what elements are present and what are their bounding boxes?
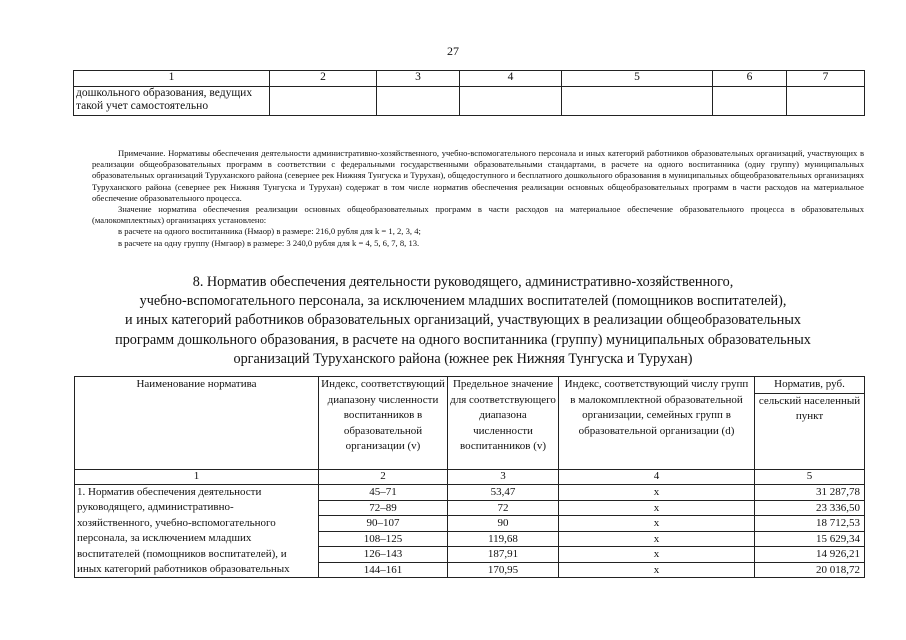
index-d-cell: х [559, 547, 755, 563]
col-number: 5 [562, 71, 713, 87]
range-cell: 72–89 [319, 500, 448, 516]
row-name-line: такой учет самостоятельно [76, 100, 209, 112]
index-d-cell: х [559, 485, 755, 501]
norm-name-line: руководящего, административно- [75, 500, 319, 516]
heading-line: организаций Туруханского района (южнее рек Нижняя Тунгуска и Турухан) [233, 350, 693, 367]
range-cell: 45–71 [319, 485, 448, 501]
empty-cell [377, 87, 460, 116]
heading-line: программ дошкольного образования, в расчете на одного воспитанника (группу) муниципальных образовательных [115, 331, 811, 348]
note-paragraph: Примечание. Нормативы обеспечения деятельности административно-хозяйственного, учебно-вспомогательного персонала и иных категорий работников образовательных организаций, участвующих в реализации общеобразовательных программ в соответствии с федеральными государственными образовательными стандартами, в расчете на одного воспитанника (одну группу) муниципальных образовательных организаций Туруханского района (севернее рек Нижняя Тунгуска и Турухан), общедоступного и бесплатного дошкольного образования в муниципальных общеобразовательных организациях Туруханского района (севернее рек Нижняя Тунгуска и Турухан) содержат в том числе норматив обеспечения реализации основных общеобразовательных программ в части расходов на материальное обеспечение образовательного процесса. [92, 148, 864, 203]
row-name-cell [74, 87, 270, 116]
norm-value-cell: 15 629,34 [755, 531, 865, 547]
limit-cell: 90 [448, 516, 559, 532]
col-number: 4 [559, 470, 755, 485]
norm-name-line: 1. Норматив обеспечения деятельности [75, 485, 319, 501]
index-d-cell: х [559, 562, 755, 578]
col-number: 4 [460, 71, 562, 87]
header-index-v: Индекс, соответствующий диапазону численности воспитанников в образовательной организации (v) [319, 377, 448, 470]
empty-cell [787, 87, 865, 116]
heading-line: 8. Норматив обеспечения деятельности руководящего, административно-хозяйственного, [192, 274, 734, 290]
norm-name-line: воспитателей (помощников воспитателей), и [75, 547, 319, 563]
norm-value-cell: 23 336,50 [755, 500, 865, 516]
range-cell: 144–161 [319, 562, 448, 578]
col-number: 7 [787, 71, 865, 87]
table-row [75, 531, 865, 547]
limit-cell: 72 [448, 500, 559, 516]
norm-table [74, 376, 865, 578]
table-row [75, 547, 865, 563]
norm-name-line: иных категорий работников образовательных [75, 562, 319, 578]
col-number: 3 [448, 470, 559, 485]
header-row [75, 377, 865, 470]
table-row [75, 516, 865, 532]
heading-line: и иных категорий работников образовательных организаций, участвующих в реализации общеобразовательных [124, 312, 801, 329]
index-d-cell: х [559, 531, 755, 547]
index-d-cell: х [559, 516, 755, 532]
note-paragraph: Значение норматива обеспечения реализации основных общеобразовательных программ в части расходов на материальное обеспечение образовательного процесса в образовательных (малокомплектных) организациях установлено: [92, 204, 864, 226]
col-number: 6 [713, 71, 787, 87]
norm-name-line: персонала, за исключением младших [75, 531, 319, 547]
empty-cell [270, 87, 377, 116]
column-number-row [74, 71, 865, 87]
limit-cell: 53,47 [448, 485, 559, 501]
range-cell: 90–107 [319, 516, 448, 532]
limit-cell: 119,68 [448, 531, 559, 547]
norm-value-cell: 14 926,21 [755, 547, 865, 563]
empty-cell [713, 87, 787, 116]
header-index-d: Индекс, соответствующий числу групп в малокомплектной образовательной организации, семейных групп в образовательной организации (d) [559, 377, 755, 470]
header-name: Наименование норматива [75, 377, 319, 470]
col-number: 1 [74, 71, 270, 87]
continued-table [73, 70, 865, 116]
limit-cell: 187,91 [448, 547, 559, 563]
table-row [75, 485, 865, 501]
page-number: 27 [447, 44, 459, 58]
header-norm-title: Норматив, руб. [755, 377, 864, 394]
note-line: в расчете на одного воспитанника (Нмаор) в размере: 216,0 рубля для k = 1, 2, 3, 4; [118, 226, 421, 237]
index-d-cell: х [559, 500, 755, 516]
norm-value-cell: 31 287,78 [755, 485, 865, 501]
table-row [75, 500, 865, 516]
col-number: 2 [319, 470, 448, 485]
table-row [74, 87, 865, 116]
empty-cell [460, 87, 562, 116]
limit-cell: 170,95 [448, 562, 559, 578]
section-heading [60, 273, 866, 369]
norm-name-line: хозяйственного, учебно-вспомогательного [75, 516, 319, 532]
col-number: 5 [755, 470, 865, 485]
table-row [75, 562, 865, 578]
heading-line: учебно-вспомогательного персонала, за исключением младших воспитателей (помощников воспитателей), [139, 293, 787, 310]
empty-cell [562, 87, 713, 116]
header-norm-sub: сельский населенный пункт [758, 394, 861, 423]
norm-value-cell: 20 018,72 [755, 562, 865, 578]
col-number: 2 [270, 71, 377, 87]
norm-value-cell: 18 712,53 [755, 516, 865, 532]
row-name-line: дошкольного образования, ведущих [76, 87, 253, 99]
range-cell: 126–143 [319, 547, 448, 563]
note-line: в расчете на одну группу (Нмгаор) в размере: 3 240,0 рубля для k = 4, 5, 6, 7, 8, 13. [118, 237, 420, 248]
header-limit: Предельное значение для соответствующего диапазона численности воспитанников (v) [448, 377, 559, 470]
col-number: 3 [377, 71, 460, 87]
range-cell: 108–125 [319, 531, 448, 547]
col-number: 1 [75, 470, 319, 485]
note-block [92, 148, 864, 249]
column-number-row [75, 470, 865, 485]
header-norm [755, 377, 865, 470]
